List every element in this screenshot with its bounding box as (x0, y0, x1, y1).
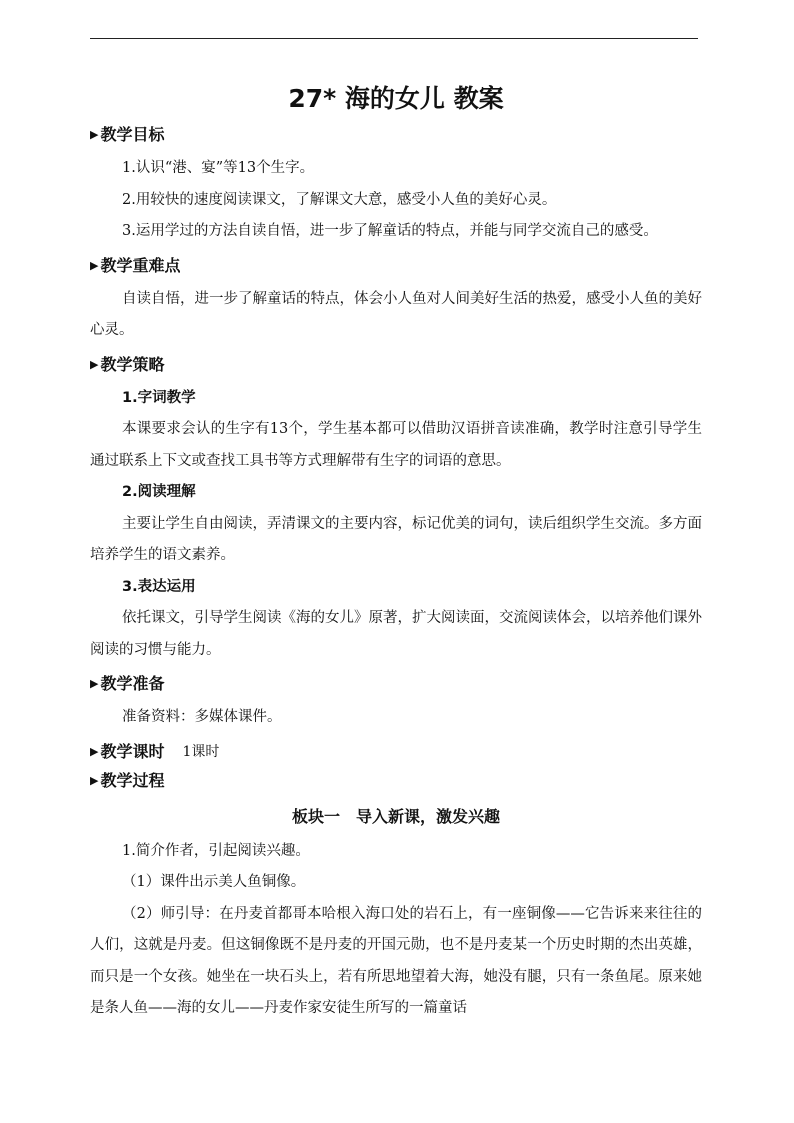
strategy-subheading-expression: 3.表达运用 (122, 578, 196, 595)
triangle-bullet-icon: ▶ (90, 128, 99, 141)
strategy-subheading-vocab: 1.字词教学 (122, 389, 196, 406)
strategy-text-expression: 依托课文，引导学生阅读《海的女儿》原著，扩大阅读面，交流阅读体会，以培养他们课外阅读的习惯与能力。 (90, 610, 702, 658)
key-points-text: 自读自悟，进一步了解童话的特点，体会小人鱼对人间美好生活的热爱，感受小人鱼的美好心灵。 (90, 290, 702, 338)
section-heading-goals (90, 124, 702, 146)
goal-item: 3.运用学过的方法自读自悟，进一步了解童话的特点，并能与同学交流自己的感受。 (122, 223, 658, 239)
block-title-text: 导入新课，激发兴趣 (356, 806, 501, 826)
process-line: （1）课件出示美人鱼铜像。 (122, 874, 306, 890)
triangle-bullet-icon: ▶ (90, 773, 99, 787)
document-title: 27* 海的女儿 教案 (288, 84, 504, 113)
section-heading-label: 教学目标 (100, 125, 165, 144)
section-heading-label: 教学课时 (100, 741, 165, 761)
goal-item: 2.用较快的速度阅读课文，了解课文大意，感受小人鱼的美好心灵。 (122, 191, 557, 208)
goal-item: 1.认识“港、宴”等13个生字。 (122, 160, 315, 176)
section-heading-hours (90, 741, 702, 763)
header-rule (90, 38, 698, 39)
block-label: 板块一 (291, 806, 340, 826)
triangle-bullet-icon: ▶ (90, 357, 99, 371)
section-heading-label: 教学准备 (100, 674, 165, 693)
section-heading-label: 教学策略 (100, 354, 165, 374)
section-heading-label: 教学重难点 (100, 255, 181, 275)
triangle-bullet-icon: ▶ (90, 258, 99, 272)
strategy-subheading-reading: 2.阅读理解 (122, 484, 196, 500)
process-paragraph: （2）师引导：在丹麦首都哥本哈根入海口处的岩石上，有一座铜像——它告诉来来往往的人们，这就是丹麦。但这铜像既不是丹麦的开国元勋，也不是丹麦某一个历史时期的杰出英雄，而只是一个女孩。她坐在一块石头上，若有所思地望着大海，她没有腿，只有一条鱼尾。原来她是条人鱼——海的女儿——丹麦作家安徒生所写的一篇童话 (90, 905, 702, 1016)
block-title (90, 800, 702, 834)
triangle-bullet-icon: ▶ (90, 744, 99, 758)
preparation-text: 准备资料：多媒体课件。 (122, 709, 282, 725)
process-line: 1.简介作者，引起阅读兴趣。 (122, 842, 310, 859)
section-heading-strategy (90, 354, 702, 376)
section-heading-label: 教学过程 (100, 770, 165, 790)
strategy-text-vocab: 本课要求会认的生字有13个，学生基本都可以借助汉语拼音读准确，教学时注意引导学生通过联系上下文或查找工具书等方式理解带有生字的词语的意思。 (90, 421, 702, 469)
strategy-text-reading: 主要让学生自由阅读，弄清课文的主要内容，标记优美的词句，读后组织学生交流。多方面培养学生的语文素养。 (90, 515, 702, 563)
section-heading-process (90, 770, 702, 792)
hours-value: 1课时 (182, 743, 220, 760)
section-heading-key-points (90, 255, 702, 277)
triangle-bullet-icon: ▶ (90, 677, 99, 690)
document-body (90, 82, 702, 1025)
section-heading-preparation (90, 673, 702, 695)
